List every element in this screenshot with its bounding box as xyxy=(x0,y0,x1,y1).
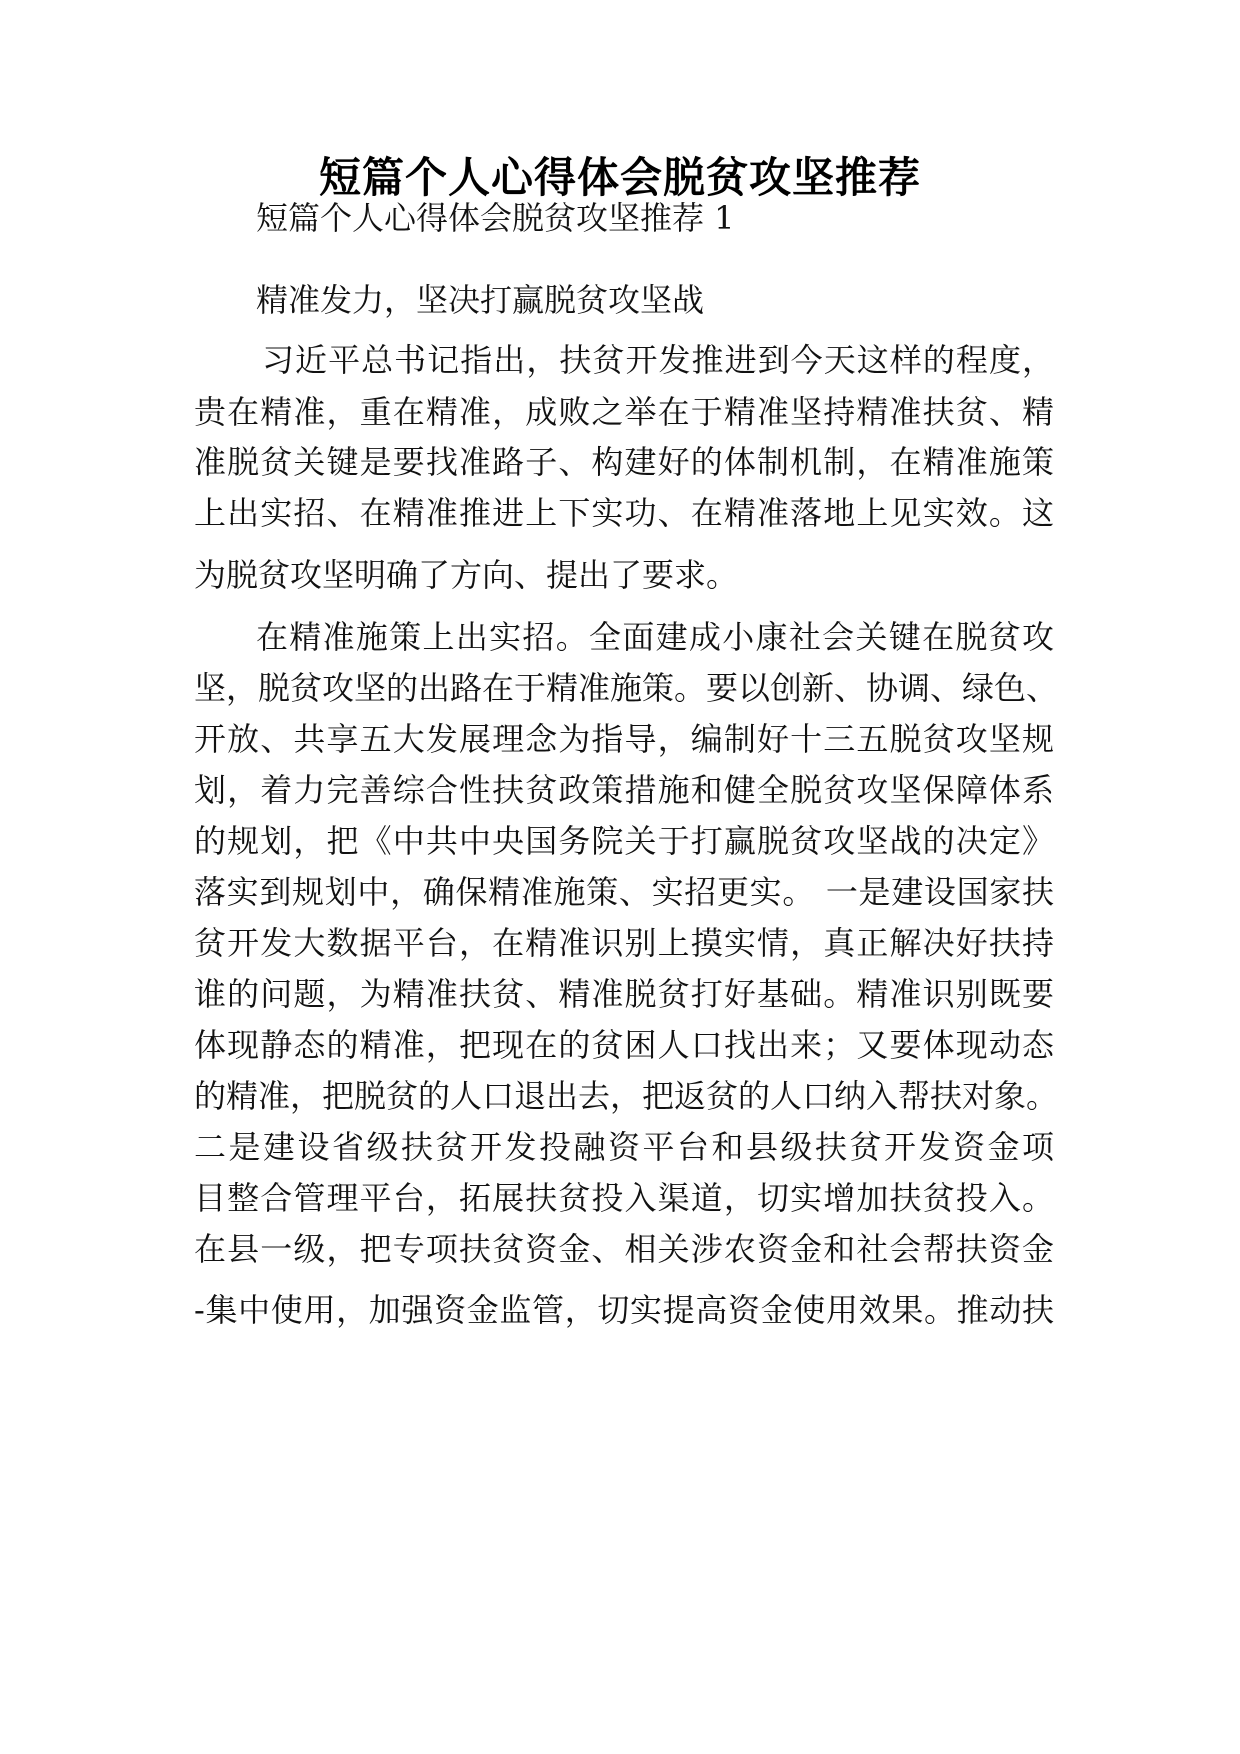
paragraph-line: -集中使用，加强资金监管，切实提高资金使用效果。推动扶 xyxy=(194,1291,1054,1329)
paragraph-line: 二是建设省级扶贫开发投融资平台和县级扶贫开发资金项 xyxy=(194,1128,1054,1166)
paragraph-line: 贫开发大数据平台，在精准识别上摸实情，真正解决好扶持 xyxy=(194,924,1054,962)
paragraph-line: 体现静态的精准，把现在的贫困人口找出来；又要体现动态 xyxy=(194,1026,1054,1064)
paragraph-line: 在县一级，把专项扶贫资金、相关涉农资金和社会帮扶资金 xyxy=(194,1230,1054,1268)
paragraph-line: 为脱贫攻坚明确了方向、提出了要求。 xyxy=(194,556,739,594)
paragraph-line: 开放、共享五大发展理念为指导，编制好十三五脱贫攻坚规 xyxy=(194,720,1054,758)
paragraph-line: 谁的问题，为精准扶贫、精准脱贫打好基础。精准识别既要 xyxy=(194,975,1054,1013)
paragraph-line: 贵在精准，重在精准，成败之举在于精准坚持精准扶贫、精 xyxy=(194,393,1054,431)
paragraph-line: 准脱贫关键是要找准路子、构建好的体制机制，在精准施策 xyxy=(194,443,1054,481)
paragraph-line: 目整合管理平台，拓展扶贫投入渠道，切实增加扶贫投入。 xyxy=(194,1179,1054,1217)
paragraph-line: 坚，脱贫攻坚的出路在于精准施策。要以创新、协调、绿色、 xyxy=(194,669,1059,707)
document-subtitle: 短篇个人心得体会脱贫攻坚推荐 1 xyxy=(256,199,735,237)
section-heading: 精准发力，坚决打赢脱贫攻坚战 xyxy=(256,281,705,319)
paragraph-line: 习近平总书记指出，扶贫开发推进到今天这样的程度， xyxy=(262,341,1054,379)
document-title: 短篇个人心得体会脱贫攻坚推荐 xyxy=(318,153,921,202)
paragraph-line: 在精准施策上出实招。全面建成小康社会关键在脱贫攻 xyxy=(256,618,1054,656)
paragraph-line: 上出实招、在精准推进上下实功、在精准落地上见实效。这 xyxy=(194,494,1054,532)
paragraph-line: 落实到规划中，确保精准施策、实招更实。 一是建设国家扶 xyxy=(194,873,1054,911)
paragraph-line: 的规划，把《中共中央国务院关于打赢脱贫攻坚战的决定》 xyxy=(194,822,1054,860)
paragraph-line: 划，着力完善综合性扶贫政策措施和健全脱贫攻坚保障体系 xyxy=(194,771,1054,809)
paragraph-line: 的精准，把脱贫的人口退出去，把返贫的人口纳入帮扶对象。 xyxy=(194,1077,1059,1115)
